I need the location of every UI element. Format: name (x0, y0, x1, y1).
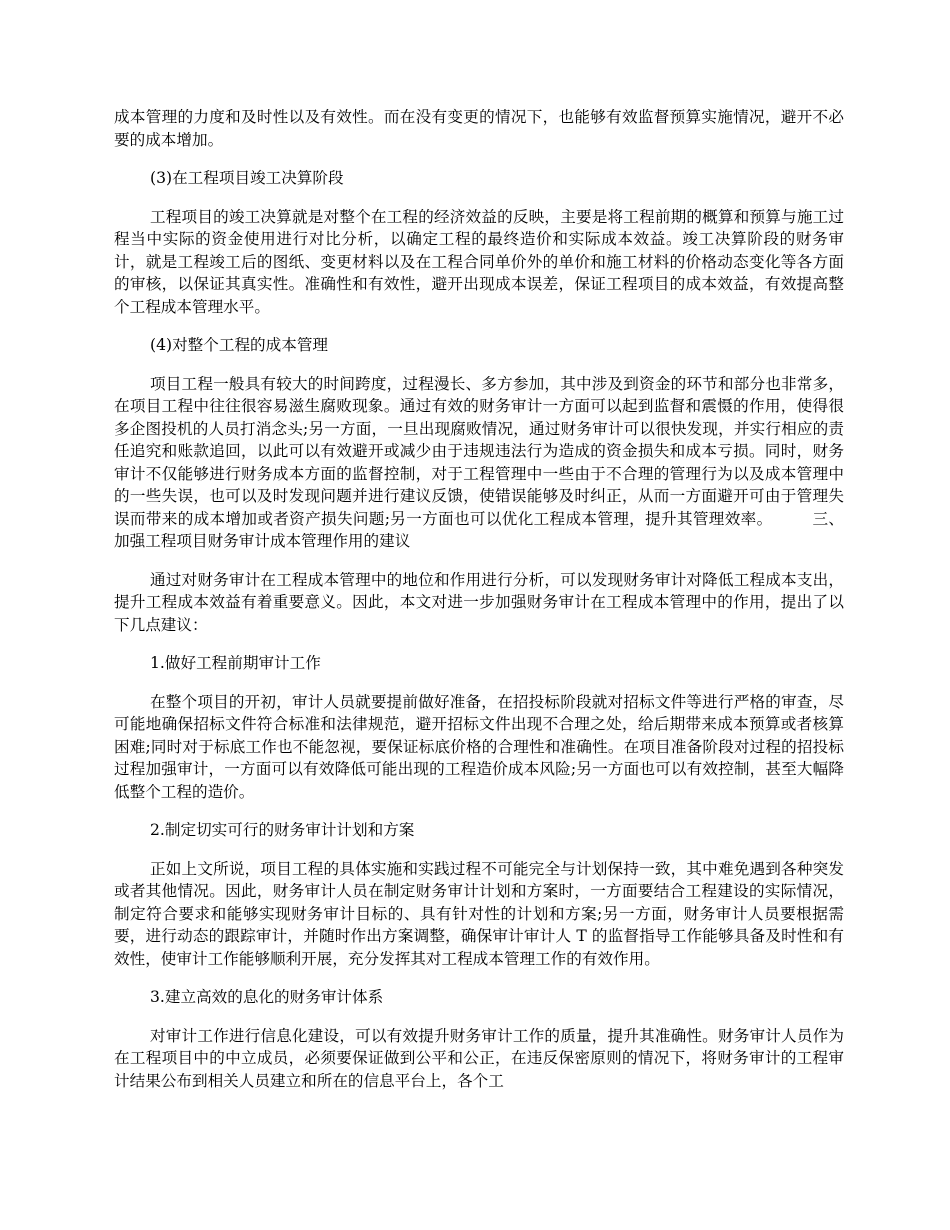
intro-continuation-paragraph: 成本管理的力度和及时性以及有效性。而在没有变更的情况下，也能够有效监督预算实施情况，避开不必要的成本增加。 (114, 108, 844, 149)
subheading-audit-plan: 2.制定切实可行的财务审计计划和方案 (150, 821, 415, 839)
audit-system-paragraph: 对审计工作进行信息化建设，可以有效提升财务审计工作的质量，提升其准确性。财务审计人员作为在工程项目中的中立成员，必须要保证做到公平和公正，在违反保密原则的情况下，将财务审计的工程审计结果公布到相关人员建立和所在的信息平台上，各个工 (114, 1026, 844, 1090)
subheading-audit-system: 3.建立高效的息化的财务审计体系 (150, 988, 384, 1006)
document-page (114, 106, 844, 1092)
section-heading-final-accounts: (3)在工程项目竣工决算阶段 (150, 169, 344, 187)
section-heading-whole-project: (4)对整个工程的成本管理 (150, 336, 329, 354)
early-audit-paragraph: 在整个项目的开初，审计人员就要提前做好准备，在招投标阶段就对招标文件等进行严格的审查，尽可能地确保招标文件符合标准和法律规范，避开招标文件出现不合理之处，给后期带来成本预算或者核算困难;同时对于标底工作也不能忽视，要保证标底价格的合理性和准确性。在项目准备阶段对过程的招投标过程加强审计，一方面可以有效降低可能出现的工程造价成本风险;另一方面也可以有效控制，甚至大幅降低整个工程的造价。 (114, 692, 844, 801)
audit-plan-paragraph: 正如上文所说，项目工程的具体实施和实践过程不可能完全与计划保持一致，其中难免遇到各种突发或者其他情况。因此，财务审计人员在制定财务审计计划和方案时，一方面要结合工程建设的实际情况，制定符合要求和能够实现财务审计目标的、具有针对性的计划和方案;另一方面，财务审计人员要根据需要，进行动态的跟踪审计，并随时作出方案调整，确保审计审计人 T 的监督指导工作能够具备及时性和有效性，使审计工作能够顺利开展，充分发挥其对工程成本管理工作的有效作用。 (114, 859, 844, 968)
final-accounts-paragraph: 工程项目的竣工决算就是对整个在工程的经济效益的反映，主要是将工程前期的概算和预算与施工过程当中实际的资金使用进行对比分析，以确定工程的最终造价和实际成本效益。竣工决算阶段的财务审计，就是工程竣工后的图纸、变更材料以及在工程合同单价外的单价和施工材料的价格动态变化等各方面的审核，以保证其真实性。准确性和有效性，避开出现成本误差，保证工程项目的成本效益，有效提高整个工程成本管理水平。 (114, 207, 844, 316)
suggestions-intro-paragraph: 通过对财务审计在工程成本管理中的地位和作用进行分析，可以发现财务审计对降低工程成本支出，提升工程成本效益有着重要意义。因此，本文对进一步加强财务审计在工程成本管理中的作用，提出了以下几点建议： (114, 570, 844, 634)
whole-project-paragraph: 项目工程一般具有较大的时间跨度，过程漫长、多方参加，其中涉及到资金的环节和部分也非常多，在项目工程中往往很容易滋生腐败现象。通过有效的财务审计一方面可以起到监督和震慑的作用，使得很多企图投机的人员打消念头;另一方面，一旦出现腐败情况，通过财务审计可以很快发现，并实行相应的责任追究和账款追回，以此可以有效避开或减少由于违规违法行为造成的资金损失和成本亏损。同时，财务审计不仅能够进行财务成本方面的监督控制，对于工程管理中一些由于不合理的管理行为以及成本管理中的一些失误，也可以及时发现问题并进行建议反馈，使错误能够及时纠正，从而一方面避开可由于管理失误而带来的成本增加或者资产损失问题;另一方面也可以优化工程成本管理，提升其管理效率。 三、加强工程项目财务审计成本管理作用的建议 (114, 374, 844, 550)
subheading-early-audit: 1.做好工程前期审计工作 (150, 654, 321, 672)
